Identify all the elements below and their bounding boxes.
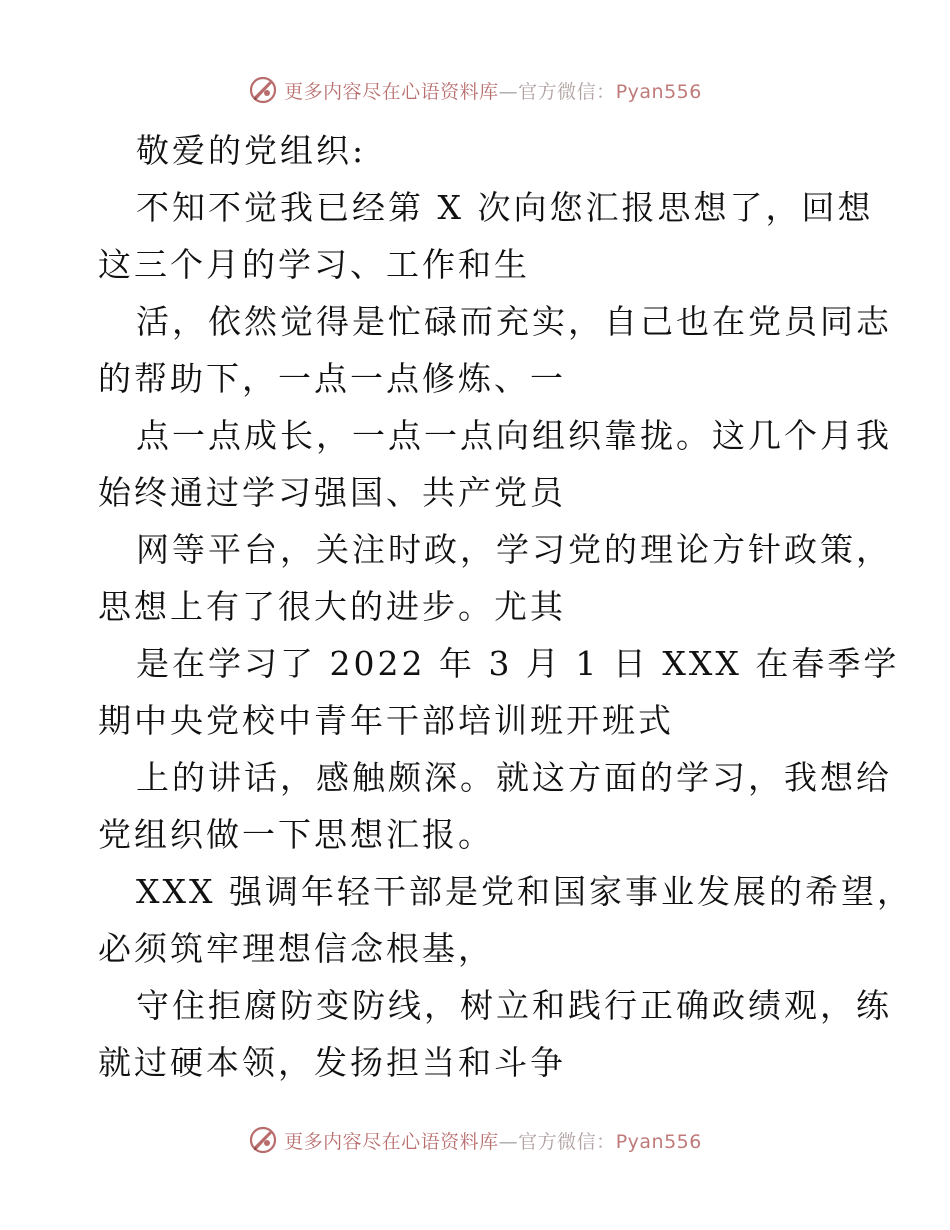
banner-brand: 更多内容尽在心语资料库 — [284, 80, 499, 103]
text-line: 网等平台，关注时政，学习党的理论方针政策， — [136, 530, 892, 569]
quill-pen-seal-icon — [248, 75, 278, 105]
banner-brand: 更多内容尽在心语资料库 — [284, 1130, 499, 1153]
text-line: 期中央党校中青年干部培训班开班式 — [98, 701, 674, 740]
text-line: 这三个月的学习、工作和生 — [98, 245, 530, 284]
text-line: 党组织做一下思想汇报。 — [98, 815, 494, 854]
text-line: 必须筑牢理想信念根基， — [98, 929, 494, 968]
banner-separator: — — [498, 1130, 519, 1153]
text-line: 守住拒腐防变防线，树立和践行正确政绩观，练 — [136, 986, 892, 1025]
text-line: 是在学习了 2022 年 3 月 1 日 XXX 在春季学 — [136, 644, 900, 683]
banner-wechat-label: 官方微信： — [518, 1130, 616, 1153]
banner-text — [284, 77, 702, 104]
footer-watermark-banner — [0, 1120, 950, 1160]
banner-wechat-id: Pyan556 — [615, 1130, 702, 1153]
text-line: 思想上有了很大的进步。尤其 — [98, 587, 566, 626]
banner-wechat-id: Pyan556 — [615, 80, 702, 103]
text-line: 就过硬本领，发扬担当和斗争 — [98, 1043, 566, 1082]
banner-separator: — — [498, 80, 519, 103]
text-line: 始终通过学习强国、共产党员 — [98, 473, 566, 512]
quill-pen-seal-icon — [248, 1125, 278, 1155]
banner-text — [284, 1127, 702, 1154]
document-body — [98, 122, 913, 1091]
text-line: 活，依然觉得是忙碌而充实，自己也在党员同志 — [136, 302, 892, 341]
text-line: 的帮助下，一点一点修炼、一 — [98, 359, 566, 398]
banner-wechat-label: 官方微信： — [518, 80, 616, 103]
text-line: 不知不觉我已经第 X 次向您汇报思想了，回想 — [136, 188, 874, 227]
text-line: 点一点成长，一点一点向组织靠拢。这几个月我 — [136, 416, 892, 455]
text-line: XXX 强调年轻干部是党和国家事业发展的希望， — [136, 872, 913, 911]
text-line: 上的讲话，感触颇深。就这方面的学习，我想给 — [136, 758, 892, 797]
header-watermark-banner — [0, 70, 950, 110]
text-line: 敬爱的党组织: — [136, 131, 367, 170]
